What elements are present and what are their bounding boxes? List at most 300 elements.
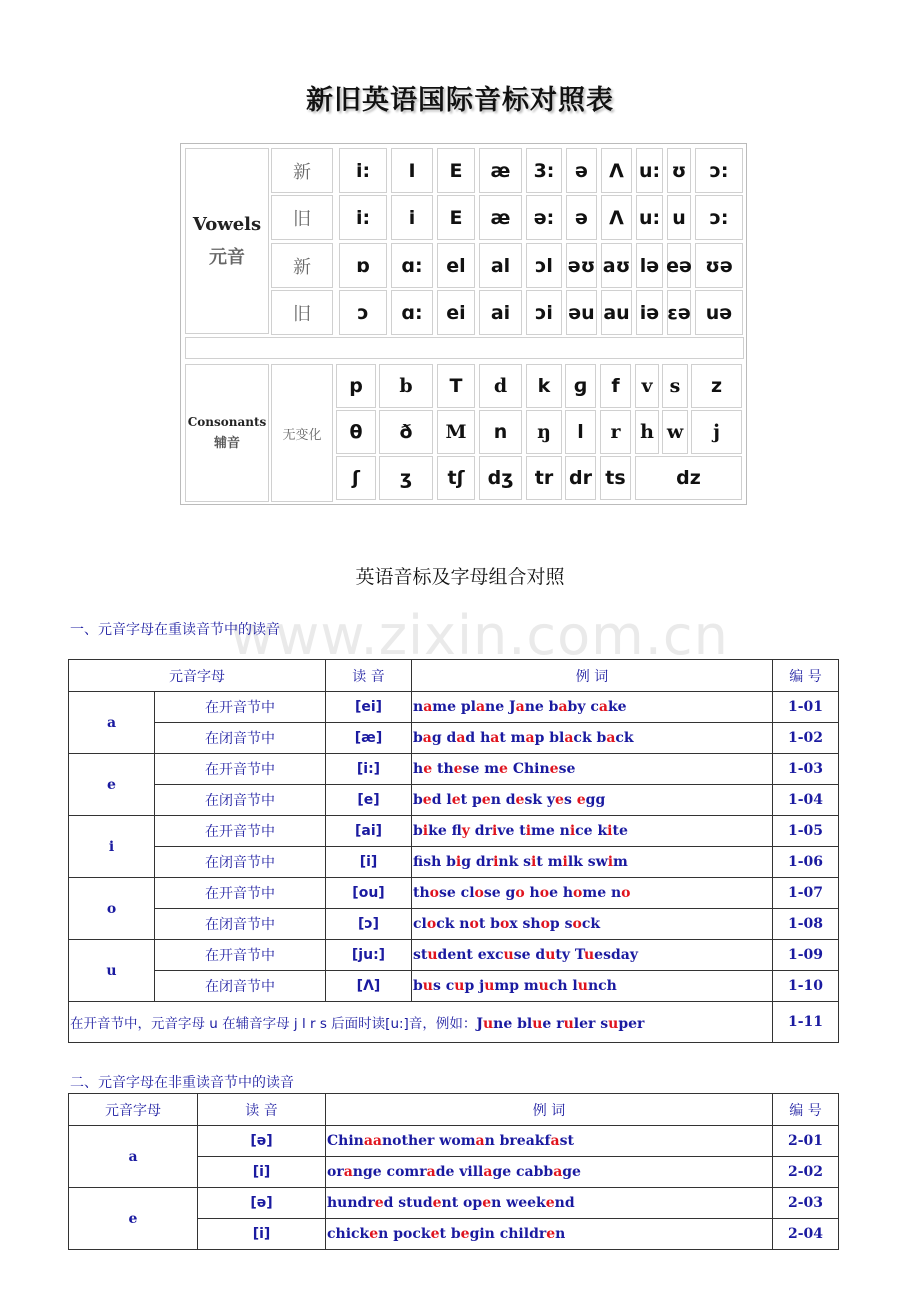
highlighted-letters: a	[515, 699, 525, 715]
plain-letters: nother wom	[381, 1133, 476, 1149]
highlighted-letters: u	[427, 947, 438, 963]
plain-letters: g d	[431, 730, 457, 746]
highlighted-letters: y	[461, 823, 470, 839]
highlighted-letters: a	[550, 1133, 560, 1149]
plain-letters: nd	[554, 1195, 575, 1211]
vowel-symbol: æ	[479, 148, 522, 193]
vowel-symbol: el	[437, 243, 475, 288]
plain-letters: by c	[567, 699, 599, 715]
vowel-symbol: ʊ	[667, 148, 691, 193]
vowel-symbol: ɔl	[526, 243, 562, 288]
plain-letters: or	[327, 1164, 344, 1180]
plain-letters: cl	[413, 916, 427, 932]
consonants-cn-label: 辅音	[213, 436, 240, 451]
table-row	[69, 692, 839, 723]
plain-letters: gg	[585, 792, 606, 808]
highlighted-letters: a	[475, 1133, 485, 1149]
entry-number: 2-03	[773, 1188, 839, 1219]
entry-number: 1-06	[773, 847, 839, 878]
vowel-symbol: ɔ:	[695, 148, 743, 193]
vowel-symbol: ɑ:	[391, 290, 433, 335]
phonetic-symbol: [i:]	[326, 754, 412, 785]
syllable-condition: 在开音节中	[155, 754, 326, 785]
plain-letters: sk y	[524, 792, 556, 808]
highlighted-letters: e	[451, 792, 461, 808]
plain-letters: b	[413, 792, 423, 808]
unstressed-vowel-table	[68, 1093, 839, 1250]
highlighted-letters: i	[569, 823, 576, 839]
consonant-symbol: p	[336, 364, 376, 408]
plain-letters: se d	[513, 947, 546, 963]
plain-letters: e h	[549, 885, 574, 901]
highlighted-letters: a	[598, 699, 608, 715]
plain-letters: ck n	[436, 916, 470, 932]
vowel-symbol: Λ	[601, 148, 632, 193]
plain-letters: ne J	[485, 699, 516, 715]
example-words	[412, 816, 773, 847]
vowel-symbol: ə	[566, 148, 597, 193]
plain-letters: th	[432, 761, 454, 777]
highlighted-letters: o	[621, 885, 631, 901]
vowel-symbol: ai	[479, 290, 522, 335]
highlighted-letters: a	[456, 730, 466, 746]
table-row	[69, 754, 839, 785]
consonant-symbol: d	[479, 364, 522, 408]
plain-letters: s	[563, 792, 577, 808]
vowel-letter: u	[69, 940, 155, 1002]
phonetic-symbol: [Λ]	[326, 971, 412, 1002]
consonant-symbol: dʒ	[479, 456, 522, 500]
vowel-symbol: eə	[667, 243, 691, 288]
vowel-symbol: au	[601, 290, 632, 335]
vowel-letter: o	[69, 878, 155, 940]
consonant-symbol: j	[691, 410, 742, 454]
example-words	[412, 692, 773, 723]
header-row	[69, 1094, 839, 1126]
plain-letters: s c	[432, 978, 455, 994]
plain-letters: me pl	[432, 699, 476, 715]
plain-letters: t b	[439, 1226, 461, 1242]
highlighted-letters: i	[607, 854, 614, 870]
phonetic-symbol: [ou]	[326, 878, 412, 909]
plain-letters: hundr	[327, 1195, 375, 1211]
highlighted-letters: u	[482, 1016, 494, 1032]
highlighted-letters: o	[572, 916, 582, 932]
syllable-condition: 在开音节中	[155, 878, 326, 909]
page-title: 新旧英语国际音标对照表	[306, 85, 614, 116]
plain-letters: me n	[582, 885, 622, 901]
highlighted-letters: o	[573, 885, 583, 901]
plain-letters: ke fl	[428, 823, 462, 839]
vowel-symbol: ə:	[526, 195, 562, 240]
consonant-symbol: θ	[336, 410, 376, 454]
syllable-condition: 在开音节中	[155, 816, 326, 847]
highlighted-letters: o	[469, 916, 479, 932]
plain-letters: per	[618, 1016, 645, 1032]
row-label: 旧	[271, 195, 333, 240]
plain-letters: th	[413, 885, 430, 901]
vowels-cn-label: 元音	[209, 246, 245, 268]
entry-number: 1-08	[773, 909, 839, 940]
plain-letters: nt op	[441, 1195, 483, 1211]
plain-letters: gin childr	[469, 1226, 547, 1242]
vowel-symbol: E	[437, 195, 475, 240]
plain-letters: t m	[536, 854, 563, 870]
plain-letters: ge cabb	[492, 1164, 554, 1180]
phonetic-symbol: [i]	[326, 847, 412, 878]
highlighted-letters: a	[423, 699, 433, 715]
vowel-symbol: ɔ	[339, 290, 387, 335]
plain-letters: nge comr	[352, 1164, 427, 1180]
plain-letters: nch	[587, 978, 617, 994]
highlighted-letters: e	[576, 792, 586, 808]
entry-number: 1-10	[773, 971, 839, 1002]
vowel-symbol: ɒ	[339, 243, 387, 288]
plain-letters: n d	[490, 792, 516, 808]
entry-number: 1-05	[773, 816, 839, 847]
example-words	[412, 785, 773, 816]
entry-number: 1-11	[773, 1002, 839, 1043]
phonetic-symbol: [ai]	[326, 816, 412, 847]
separator-row	[185, 337, 744, 359]
consonant-symbol: h	[635, 410, 659, 454]
no-change-label: 无变化	[271, 364, 333, 502]
consonant-symbol: n	[479, 410, 522, 454]
table-row	[69, 878, 839, 909]
consonant-symbol: z	[691, 364, 742, 408]
plain-letters: chick	[327, 1226, 370, 1242]
watermark: www.zixin.com.cn	[230, 604, 729, 667]
plain-letters: e r	[542, 1016, 564, 1032]
plain-letters: n	[555, 1226, 566, 1242]
highlighted-letters: u	[484, 978, 495, 994]
row-label: 新	[271, 148, 333, 193]
vowel-symbol: i:	[339, 195, 387, 240]
plain-letters: ne bl	[493, 1016, 533, 1032]
vowel-symbol: æ	[479, 195, 522, 240]
example-words	[412, 940, 773, 971]
example-words	[412, 723, 773, 754]
plain-letters: h	[524, 885, 540, 901]
vowel-symbol: 3:	[526, 148, 562, 193]
vowel-symbol: I	[391, 148, 433, 193]
vowel-symbol: uə	[695, 290, 743, 335]
plain-letters: ve t	[497, 823, 526, 839]
highlighted-letters: e	[499, 761, 508, 777]
entry-number: 1-09	[773, 940, 839, 971]
row-label: 旧	[271, 290, 333, 335]
vowel-symbol: al	[479, 243, 522, 288]
entry-number: 2-01	[773, 1126, 839, 1157]
highlighted-letters: a	[475, 699, 486, 715]
highlighted-letters: e	[453, 761, 463, 777]
vowel-letter: e	[69, 1188, 198, 1250]
phonetic-symbol: [i]	[198, 1157, 326, 1188]
consonant-symbol: dr	[565, 456, 596, 500]
syllable-condition: 在开音节中	[155, 940, 326, 971]
plain-letters: ck b	[573, 730, 607, 746]
plain-letters: st	[413, 947, 428, 963]
highlighted-letters: e	[423, 761, 433, 777]
highlighted-letters: e	[555, 792, 564, 808]
plain-letters: x sh	[509, 916, 541, 932]
plain-letters: se cl	[439, 885, 475, 901]
highlighted-letters: e	[369, 1226, 379, 1242]
plain-letters: b	[413, 978, 423, 994]
highlighted-letters: u	[608, 1016, 619, 1032]
syllable-condition: 在闭音节中	[155, 785, 326, 816]
phonetic-symbol: [e]	[326, 785, 412, 816]
highlighted-letters: e	[481, 792, 491, 808]
plain-letters: n	[413, 699, 424, 715]
plain-letters: f	[413, 854, 424, 870]
highlighted-letters: o	[539, 885, 550, 901]
highlighted-letters: o	[515, 885, 525, 901]
highlighted-letters: a	[525, 730, 535, 746]
section2-heading: 二、元音字母在非重读音节中的读音	[70, 1075, 294, 1091]
stressed-vowel-table	[68, 659, 839, 1043]
consonant-symbol: b	[379, 364, 433, 408]
vowel-letter: a	[69, 692, 155, 754]
consonant-symbol: ʒ	[379, 456, 433, 500]
consonant-symbol: T	[437, 364, 475, 408]
header-letter: 元音字母	[69, 660, 326, 692]
plain-letters: ck	[615, 730, 634, 746]
vowel-symbol: iə	[636, 290, 663, 335]
plain-letters: n breakf	[484, 1133, 551, 1149]
highlighted-letters: o	[499, 916, 510, 932]
plain-letters: t m	[499, 730, 526, 746]
consonant-symbol: s	[662, 364, 688, 408]
header-sound: 读 音	[326, 660, 412, 692]
highlighted-letters: a	[606, 730, 616, 746]
section1-heading: 一、元音字母在重读音节中的读音	[70, 622, 280, 638]
entry-number: 1-02	[773, 723, 839, 754]
header-example: 例 词	[412, 660, 773, 692]
vowel-symbol: u:	[636, 195, 663, 240]
plain-letters: d stud	[383, 1195, 433, 1211]
highlighted-letters: u	[563, 1016, 574, 1032]
plain-letters: esday	[594, 947, 638, 963]
plain-letters: ne b	[524, 699, 559, 715]
example-words	[412, 878, 773, 909]
highlighted-letters: aa	[363, 1133, 382, 1149]
highlighted-letters: a	[558, 699, 568, 715]
syllable-condition: 在闭音节中	[155, 909, 326, 940]
consonant-symbol: tʃ	[437, 456, 475, 500]
phonetic-chart	[180, 143, 747, 505]
phonetic-symbol: [ə]	[198, 1126, 326, 1157]
consonant-symbol: f	[600, 364, 631, 408]
highlighted-letters: a	[564, 730, 574, 746]
highlighted-letters: i	[455, 854, 462, 870]
vowel-symbol: u:	[636, 148, 663, 193]
highlighted-letters: a	[553, 1164, 563, 1180]
plain-letters: ler s	[573, 1016, 609, 1032]
highlighted-letters: u	[545, 947, 556, 963]
plain-letters: b	[413, 730, 423, 746]
header-sound: 读 音	[198, 1094, 326, 1126]
highlighted-letters: a	[422, 730, 432, 746]
example-words	[326, 1126, 773, 1157]
plain-letters: ge	[562, 1164, 581, 1180]
phonetic-symbol: [ə]	[198, 1188, 326, 1219]
entry-number: 1-01	[773, 692, 839, 723]
highlighted-letters: a	[483, 1164, 493, 1180]
entry-number: 1-07	[773, 878, 839, 909]
highlighted-letters: i	[493, 854, 499, 870]
note-row	[69, 1002, 839, 1043]
highlighted-letters: i	[607, 823, 613, 839]
highlighted-letters: e	[374, 1195, 384, 1211]
plain-letters: dr	[469, 823, 492, 839]
phonetic-symbol: [i]	[198, 1219, 326, 1250]
consonants-label: Consonants	[187, 415, 267, 429]
table-row	[69, 816, 839, 847]
row-label: 新	[271, 243, 333, 288]
vowel-symbol: ʊə	[695, 243, 743, 288]
consonant-symbol: l	[565, 410, 596, 454]
highlighted-letters: e	[460, 1226, 470, 1242]
highlighted-letters: i	[491, 823, 498, 839]
vowel-letter: a	[69, 1126, 198, 1188]
table-row	[69, 940, 839, 971]
vowel-symbol: lə	[636, 243, 663, 288]
plain-letters: ce k	[575, 823, 608, 839]
vowel-letter: i	[69, 816, 155, 878]
plain-letters: nk s	[498, 854, 532, 870]
plain-letters: n pock	[378, 1226, 431, 1242]
consonant-symbol: tr	[526, 456, 562, 500]
entry-number: 1-04	[773, 785, 839, 816]
highlighted-letters: u	[422, 978, 433, 994]
highlighted-letters: o	[474, 885, 484, 901]
syllable-condition: 在闭音节中	[155, 723, 326, 754]
plain-letters: lk sw	[567, 854, 608, 870]
note-text	[69, 1002, 773, 1043]
entry-number: 2-02	[773, 1157, 839, 1188]
plain-letters: ke	[607, 699, 627, 715]
plain-letters: se	[558, 761, 576, 777]
consonant-symbol: v	[635, 364, 659, 408]
highlighted-letters: a	[343, 1164, 353, 1180]
header-letter: 元音字母	[69, 1094, 198, 1126]
phonetic-symbol: [ju:]	[326, 940, 412, 971]
vowel-symbol: u	[667, 195, 691, 240]
consonant-symbol: dz	[635, 456, 742, 500]
highlighted-letters: i	[422, 823, 429, 839]
highlighted-letters: u	[503, 947, 514, 963]
consonant-symbol: r	[600, 410, 631, 454]
vowel-symbol: i:	[339, 148, 387, 193]
entry-number: 2-04	[773, 1219, 839, 1250]
plain-letters: h	[413, 761, 424, 777]
highlighted-letters: e	[549, 761, 559, 777]
syllable-condition: 在闭音节中	[155, 971, 326, 1002]
plain-letters: ch l	[548, 978, 578, 994]
phonetic-symbol: [ɔ]	[326, 909, 412, 940]
vowel-symbol: ɔi	[526, 290, 562, 335]
highlighted-letters: a	[490, 730, 500, 746]
vowel-symbol: Λ	[601, 195, 632, 240]
entry-number: 1-03	[773, 754, 839, 785]
note-prefix: 在开音节中，元音字母 u 在辅音字母 j l r s 后面时读[u:]音，例如：	[70, 1016, 477, 1032]
highlighted-letters: e	[430, 1226, 440, 1242]
highlighted-letters: e	[422, 792, 432, 808]
highlighted-letters: e	[545, 1195, 555, 1211]
highlighted-letters: e	[515, 792, 525, 808]
highlighted-letters: u	[532, 1016, 543, 1032]
plain-letters: se m	[462, 761, 500, 777]
vowels-label-cell	[185, 148, 269, 334]
highlighted-letters: a	[426, 1164, 436, 1180]
plain-letters: g dr	[461, 854, 494, 870]
plain-letters: d l	[431, 792, 452, 808]
consonant-symbol: w	[662, 410, 688, 454]
table-row	[69, 909, 839, 940]
plain-letters: de vill	[435, 1164, 484, 1180]
plain-letters: n week	[491, 1195, 546, 1211]
syllable-condition: 在开音节中	[155, 692, 326, 723]
header-row	[69, 660, 839, 692]
vowel-symbol: əʊ	[566, 243, 597, 288]
highlighted-letters: e	[432, 1195, 442, 1211]
plain-letters: p j	[464, 978, 485, 994]
example-words	[326, 1157, 773, 1188]
highlighted-letters: o	[426, 916, 437, 932]
highlighted-letters: i	[531, 854, 537, 870]
plain-letters: mp m	[494, 978, 539, 994]
phonetic-symbol: [ei]	[326, 692, 412, 723]
highlighted-letters: u	[577, 978, 588, 994]
syllable-condition: 在闭音节中	[155, 847, 326, 878]
vowel-symbol: E	[437, 148, 475, 193]
highlighted-letters: u	[538, 978, 549, 994]
plain-letters: d h	[465, 730, 491, 746]
highlighted-letters: i	[525, 823, 532, 839]
vowel-symbol: εə	[667, 290, 691, 335]
section-subtitle: 英语音标及字母组合对照	[355, 566, 565, 588]
table-row	[69, 1126, 839, 1157]
plain-letters: ck	[581, 916, 601, 932]
consonant-symbol: ʃ	[336, 456, 376, 500]
plain-letters: t b	[478, 916, 500, 932]
table-row	[69, 1188, 839, 1219]
consonant-symbol: ŋ	[526, 410, 562, 454]
vowel-symbol: ə	[566, 195, 597, 240]
vowels-label: Vowels	[192, 213, 262, 235]
vowel-symbol: əu	[566, 290, 597, 335]
highlighted-letters: e	[546, 1226, 556, 1242]
vowel-letter: e	[69, 754, 155, 816]
table-row	[69, 971, 839, 1002]
consonant-symbol: k	[526, 364, 562, 408]
plain-letters: b	[413, 823, 423, 839]
plain-letters: me n	[531, 823, 570, 839]
header-number: 编 号	[773, 1094, 839, 1126]
header-number: 编 号	[773, 660, 839, 692]
example-words	[326, 1188, 773, 1219]
highlighted-letters: o	[429, 885, 439, 901]
plain-letters: Chin	[327, 1133, 364, 1149]
example-words	[412, 909, 773, 940]
highlighted-letters: u	[454, 978, 465, 994]
highlighted-letters: u	[583, 947, 595, 963]
highlighted-letters: i	[562, 854, 568, 870]
phonetic-symbol: [æ]	[326, 723, 412, 754]
example-words	[412, 754, 773, 785]
plain-letters: se g	[483, 885, 516, 901]
